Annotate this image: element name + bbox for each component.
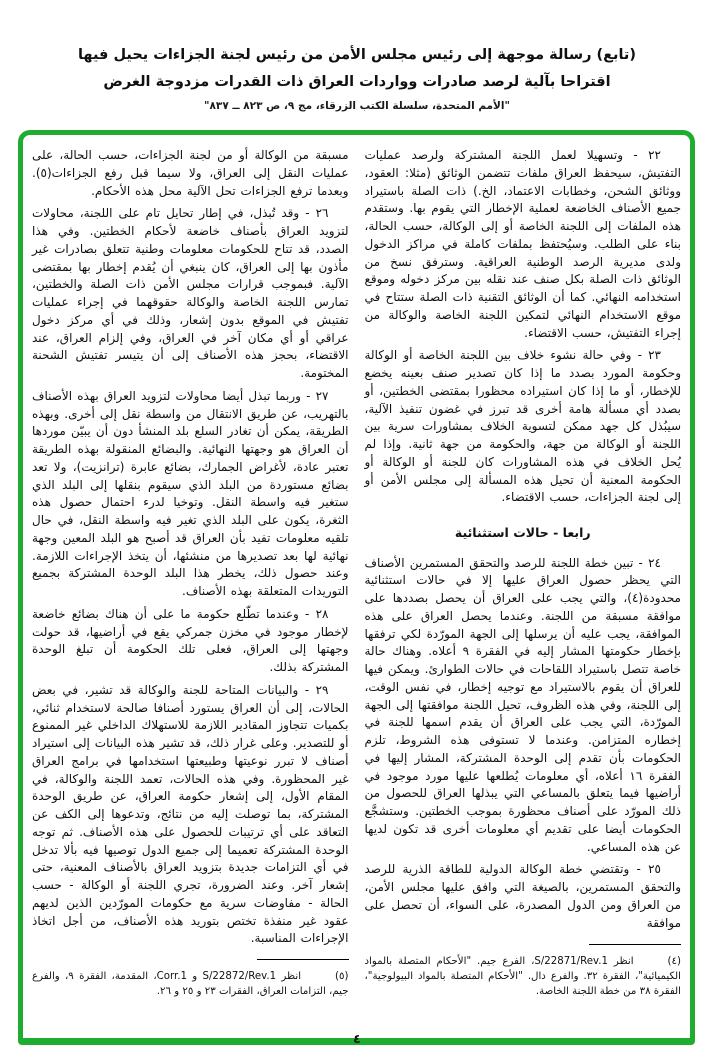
paragraph-25-end: مسبقة من الوكالة أو من لجنة الجزاءات، حسب الحالة، على عمليات النقل إلى العراق، ولا سيما قبل رفع الجزاءات(٥). وبعدما ترفع الجزاءات تحل الآلية محل هذه الأحكام. (32, 148, 349, 198)
left-column (32, 147, 349, 1038)
paragraph-29: ٢٩ - والبيانات المتاحة للجنة والوكالة قد تشير، في بعض الحالات، إلى أن العراق يستورد أصنافا صالحة لاستخدام ثنائي، بكميات تتجاوز المقادير اللازمة للاستهلاك الداخلي غير الممنوع أو للتصدير. وعلى غرار ذلك، قد تشير هذه البيانات إلى استيراد أصناف لا تبرر نوعيتها وطبيعتها استخدامها في برامج العراق غير المحظورة. وفي هذه الحالات، تعمد اللجنة والوكالة، في المقام الأول، إلى إشعار حكومة العراق، عن طريق الوحدة المشتركة، بما توصلت إليه من نتائج، وتدعوها إلى الكف عن التعاقد على أي ترتيبات للحصول على هذه الأصناف. ثم توجه الوحدة المشتركة تعميما إلى جميع الدول توصيها فيه بألا تدخل في أي التزامات جديدة بتزويد العراق بالأصناف المعنية، حتى إشعار آخر. وعند الضرورة، تجري اللجنة أو الوكالة - حسب الحالة - مفاوضات سرية مع حكومات المورّدين الذين لديهم عقود غير منفذة تختص بتوريد هذه الأصناف، من أجل اتخاذ الإجراءات المناسبة. (32, 682, 349, 946)
document-title-line-1: (تابع) رسالة موجهة إلى رئيس مجلس الأمن من رئيس لجنة الجزاءات يحيل فيها (77, 47, 636, 63)
document-source-citation: "الأمم المتحدة، سلسلة الكتب الزرقاء، مج ٩، ص ٨٢٣ ــ ٨٣٧" (204, 99, 510, 112)
footnote-separator-left (257, 959, 349, 960)
green-border-frame (18, 130, 695, 1045)
paragraph-26: ٢٦ - وقد تُبذل، في إطار تحايل تام على اللجنة، محاولات لتزويد العراق بأصناف خاضعة لأحكام الخطتين. وفي هذا الصدد، قد تتاح للحكومات معلومات وطنية تتعلق بصادرات غير مأذون بها إلى العراق، كان ينبغي أن يُقدم إخطار بها بمقتضى الآلية. فبموجب قرارات مجلس الأمن ذات الصلة والخطتين، تمارس اللجنة الخاصة والوكالة حقوقهما في إجراء عمليات تفتيش في الموقع بدون إشعار، وذلك في أي مركز دخول عراقي أو أي مكان آخر في العراق، وفي إلزام العراق، عند الاقتضاء، بحجز هذه الأصناف إلى أن يتيسر تفتيش الشحنة المختومة. (32, 206, 349, 380)
footnote-block-right (365, 938, 682, 1000)
footnote-5-text: انظر S/22872/Rev.1 و Corr.1، المقدمة، الفقرة ٩، والفرع جيم، التزامات العراق، الفقرات ٢٣ و ٢٥ و ٢٦. (32, 971, 349, 998)
paragraph-28: ٢٨ - وعندما تطّلع حكومة ما على أن هناك بضائع خاضعة لإخطار موجود في مخزن جمركي يقع في أراضيها، قد حولت وجهتها إلى العراق، فعلى تلك الحكومة أن تبلغ الوحدة المشتركة بذلك. (32, 606, 349, 674)
footnote-4-marker: (٤) (667, 955, 681, 967)
footnote-5-marker: (٥) (335, 971, 349, 982)
footnote-separator-right (589, 944, 681, 945)
title-block (0, 0, 714, 112)
footnote-4-text: انظر S/22871/Rev.1، الفرع جيم. "الأحكام المتصلة بالمواد الكيميائية"، الفقرة ٣٢. والفرع دال. "الأحكام المتصلة بالمواد البيولوجية"، الفقرة ٣٨ من خطة اللجنة الخاصة. (364, 955, 681, 998)
two-column-text-area (32, 147, 681, 1038)
right-column (365, 147, 682, 1038)
paragraph-27: ٢٧ - وربما تبذل أيضا محاولات لتزويد العراق بهذه الأصناف بالتهريب، عن طريق الانتقال من واسطة نقل إلى أخرى. وبهذه الطريقة، يمكن أن تغادر السلع بلد المنشأ دون أن يبيّن موردها أن العراق هو وجهتها النهائية. والبضائع المنقولة بهذه الطريقة تعتبر عادة، لأغراض الجمارك، بضائع عابرة (ترانزيت)، ولا تعد بضائع مستوردة من البلد الذي سيقوم بنقلها إلى البلد الذي ستغير فيه واسطة النقل. وتوخيا لدرء احتمال حصول هذه الثغرة، يكون على البلد الذي تغير فيه واسطة النقل، في حال تلقيه معلومات تفيد بأن العراق قد أصبح هو البلد المعين وجهة نهائية لها بعد تصديرها من منشئها، أن يتخذ الإجراءات اللازمة. وعند حصول ذلك، يخطر هذا البلد الوحدة المشتركة بجميع التوريدات المتعلقة بهذه الأصناف. (32, 388, 349, 598)
paragraph-24: ٢٤ - تبين خطة اللجنة للرصد والتحقق المستمرين الأصناف التي يحظر حصول العراق عليها إلا في حالات استثنائية محدودة(٤)، والتي يجب على العراق أن يحصل بصددها على موافقة مسبقة من اللجنة. وعندما يحصل العراق على هذه الموافقة، يجب عليه أن يرسلها إلى الجهة المورّدة لكي ترفقها بإخطار حكومتها المشار إليه في الفقرة ٩ أعلاه. وهناك حالة خاصة تتصل باستيراد اللقاحات في حالات الطوارئ. ويمكن فيها للعراق أن يقوم بالاستيراد مع توجيه إخطار، في نفس الوقت، إلى اللجنة، وفي هذه الظروف، تحيل اللجنة موافقتها إلى الجهة المورّدة، التي يجب على العراق أن يقدم اسمها للجنة في إخطاره المتزامن. وعندما لا تستوفى هذه الشروط، تلزم الحكومات بأن تقدم إلى الوحدة المشتركة، المشار إليها في الفقرة ١٦ أعلاه، أي معلومات يُطلعها عليها مورد موجود في أراضيها فيما يتعلق بالمساعي التي يبذلها العراق للحصول من ذلك المورّد على أصناف محظورة بموجب الخطتين. وستشجَّع الحكومات أيضا على تقديم أي معلومات أخرى قد تكون لديها عن هذه المساعي. (364, 555, 681, 854)
footnote-4 (365, 954, 682, 1000)
paragraph-22: ٢٢ - وتسهيلا لعمل اللجنة المشتركة ولرصد عمليات التفتيش، سيحفظ العراق ملفات تتضمن الوثائق (مثلا: العقود، ووثائق الشحن، وخطابات الاعتماد، الخ.) ذات الصلة باستيراد جميع الأصناف الخاضعة لعملية الإخطار التي يقوم بها. وستقدم هذه الملفات إلى اللجنة الخاصة أو إلى الوكالة، حسب الحالة، بناء على الطلب. وسيُحتفظ بملفات كاملة في مراكز الدخول ولدى مديرية الرصد الوطنية العراقية. وسترفق نسخ من الوثائق ذات الصلة بكل صنف عند نقله بين مركز دخوله وموقع استخدامه النهائي. كما أن الوثائق التقنية ذات الصلة ستتاح في موقع الاستخدام النهائي لتمكين اللجنة الخاصة والوكالة من إجراء التفتيش، حسب الاقتضاء. (364, 148, 681, 340)
page-number: ٤ (353, 1031, 361, 1046)
footnote-block-left (32, 953, 349, 1000)
paragraph-23: ٢٣ - وفي حالة نشوء خلاف بين اللجنة الخاصة أو الوكالة وحكومة المورد بصدد ما إذا كان تصدير صنف بعينه يخضع للإخطار، أو ما إذا كان استيراده محظورا بمقتضى الخطتين، أو بصدد أي مسألة هامة أخرى قد تبرز في غضون تنفيذ الآلية، سيبُذل كل جهد ممكن لتسوية الخلاف بمشاورات سرية بين اللجنة أو الوكالة من جهة، والحكومة من جهة ثانية. وإذا لم يُحل الخلاف في هذه المشاورات كان للجنة أو الوكالة أو الحكومة المعنية أن تحيل هذه المسألة إلى مجلس الأمن أو إلى لجنة الجزاءات، حسب الاقتضاء. (364, 348, 681, 505)
document-title-line-2: اقتراحا بآلية لرصد صادرات وواردات العراق ذات القدرات مزدوجة الغرض (103, 73, 611, 90)
section-heading-exceptional-cases: رابعا - حالات استثنائية (454, 525, 591, 540)
paragraph-25-start: ٢٥ - وتقتضي خطة الوكالة الدولية للطاقة الذرية للرصد والتحقق المستمرين، بالصيغة التي وافق عليها مجلس الأمن، من العراق ومن الدول المصدرة، على السواء، أن تحصل على موافقة (364, 862, 681, 930)
footnote-5 (32, 969, 349, 1000)
